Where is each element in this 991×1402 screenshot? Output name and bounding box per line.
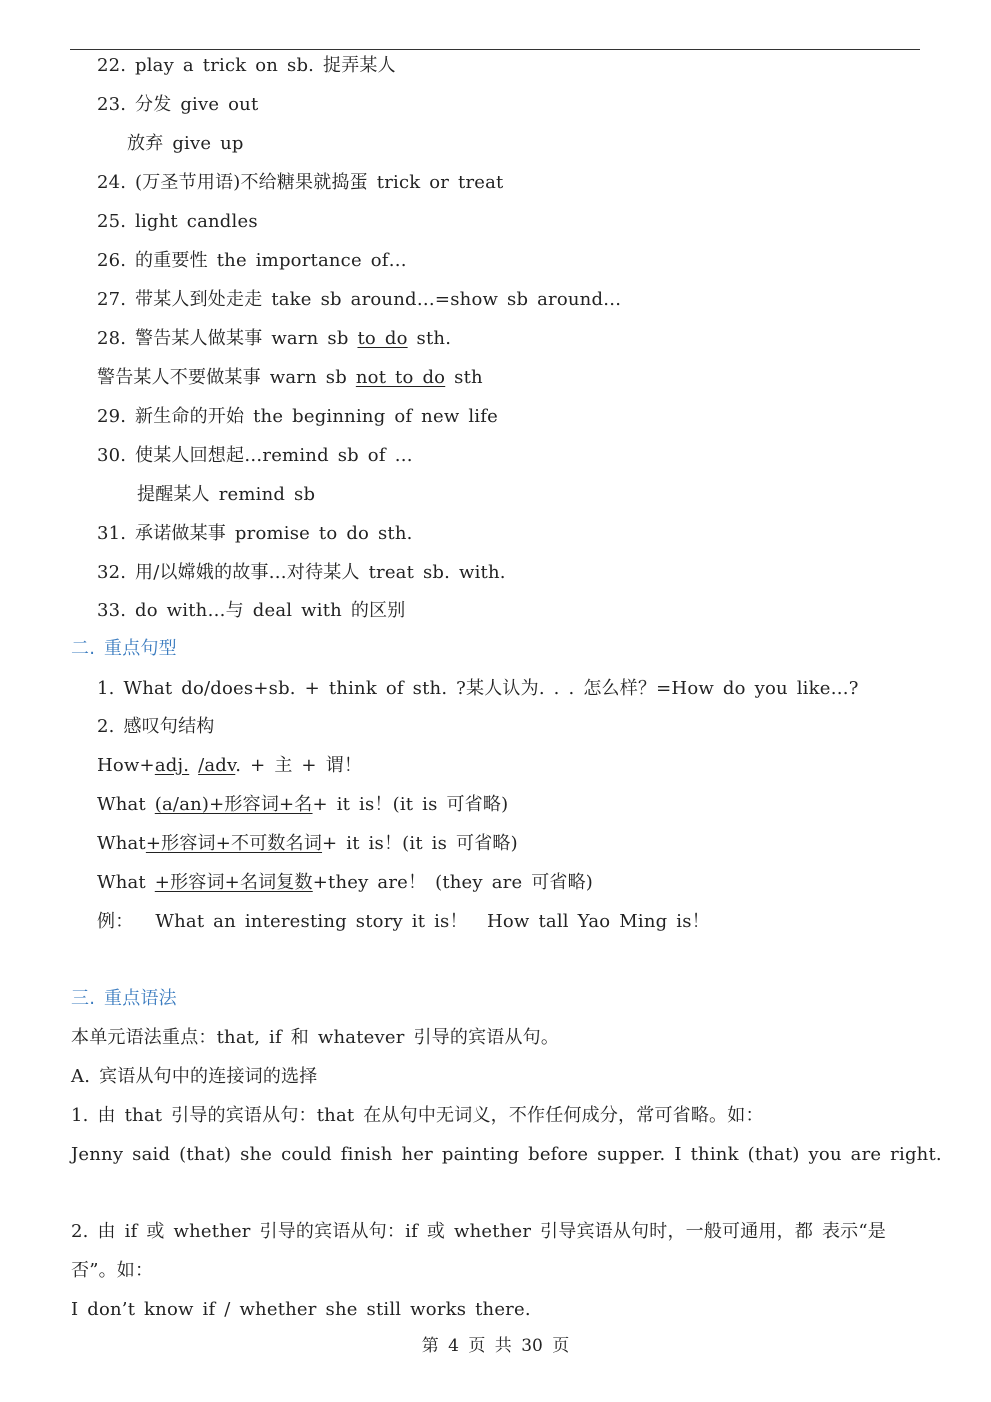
example-line: 例： What an interesting story it is！ <box>97 911 468 932</box>
vocab-item: 28. 警告某人做某事 warn sb to do sth. <box>97 328 452 349</box>
vocab-item: 26. 的重要性 the importance of… <box>97 250 407 271</box>
page-number: 第 4 页 共 30 页 <box>421 1336 570 1356</box>
vocab-item: 放弃 give up <box>127 133 244 154</box>
sentence-item: 1. What do/does+sb. + think of sth. ?某人认为. . . 怎么样？=How do you like…? <box>97 678 859 699</box>
grammar-paragraph: 2. 由 if 或 whether 引导的宾语从句：if 或 whether 引导宾语从句时，一般可通用，都 表示“是 <box>71 1221 886 1242</box>
section-heading-key-sentences: 二. 重点句型 <box>71 638 177 659</box>
header-rule <box>70 49 920 50</box>
grammar-example: Jenny said (that) she could finish her painting before supper. I think (that) you are right. <box>71 1144 942 1165</box>
vocab-item: 24. (万圣节用语)不给糖果就捣蛋 trick or treat <box>97 172 504 193</box>
vocab-item: 27. 带某人到处走走 take sb around…=show sb around… <box>97 289 622 310</box>
vocab-item: 32. 用/以嫦娥的故事…对待某人 treat sb. with. <box>97 562 506 583</box>
grammar-intro: 本单元语法重点：that, if 和 whatever 引导的宾语从句。 <box>71 1027 560 1048</box>
exclamation-pattern: What+形容词+不可数名词+ it is！(it is 可省略) <box>97 833 518 854</box>
grammar-example: I don’t know if / whether she still works there. <box>71 1299 531 1320</box>
grammar-paragraph-continued: 否”。如： <box>71 1260 154 1281</box>
vocab-item: 30. 使某人回想起…remind sb of … <box>97 445 413 466</box>
vocab-item: 警告某人不要做某事 warn sb not to do sth <box>97 367 483 388</box>
vocab-item: 22. play a trick on sb. 捉弄某人 <box>97 55 396 76</box>
exclamation-pattern: What +形容词+名词复数+they are！ (they are 可省略) <box>97 872 594 893</box>
vocab-item: 提醒某人 remind sb <box>137 484 316 505</box>
grammar-paragraph: 1. 由 that 引导的宾语从句：that 在从句中无词义，不作任何成分，常可省略。如： <box>71 1105 764 1126</box>
grammar-subheading: A. 宾语从句中的连接词的选择 <box>71 1066 318 1087</box>
vocab-item: 33. do with…与 deal with 的区别 <box>97 600 406 621</box>
example-line: How tall Yao Ming is！ <box>487 911 710 932</box>
exclamation-pattern: What (a/an)+形容词+名+ it is！(it is 可省略) <box>97 794 509 815</box>
exclamation-pattern: How+adj. /adv. + 主 + 谓！ <box>97 755 363 776</box>
vocab-item: 25. light candles <box>97 211 258 232</box>
vocab-item: 23. 分发 give out <box>97 94 259 115</box>
sentence-item: 2. 感叹句结构 <box>97 716 215 737</box>
section-heading-grammar: 三. 重点语法 <box>71 988 177 1009</box>
vocab-item: 29. 新生命的开始 the beginning of new life <box>97 406 498 427</box>
vocab-item: 31. 承诺做某事 promise to do sth. <box>97 523 413 544</box>
